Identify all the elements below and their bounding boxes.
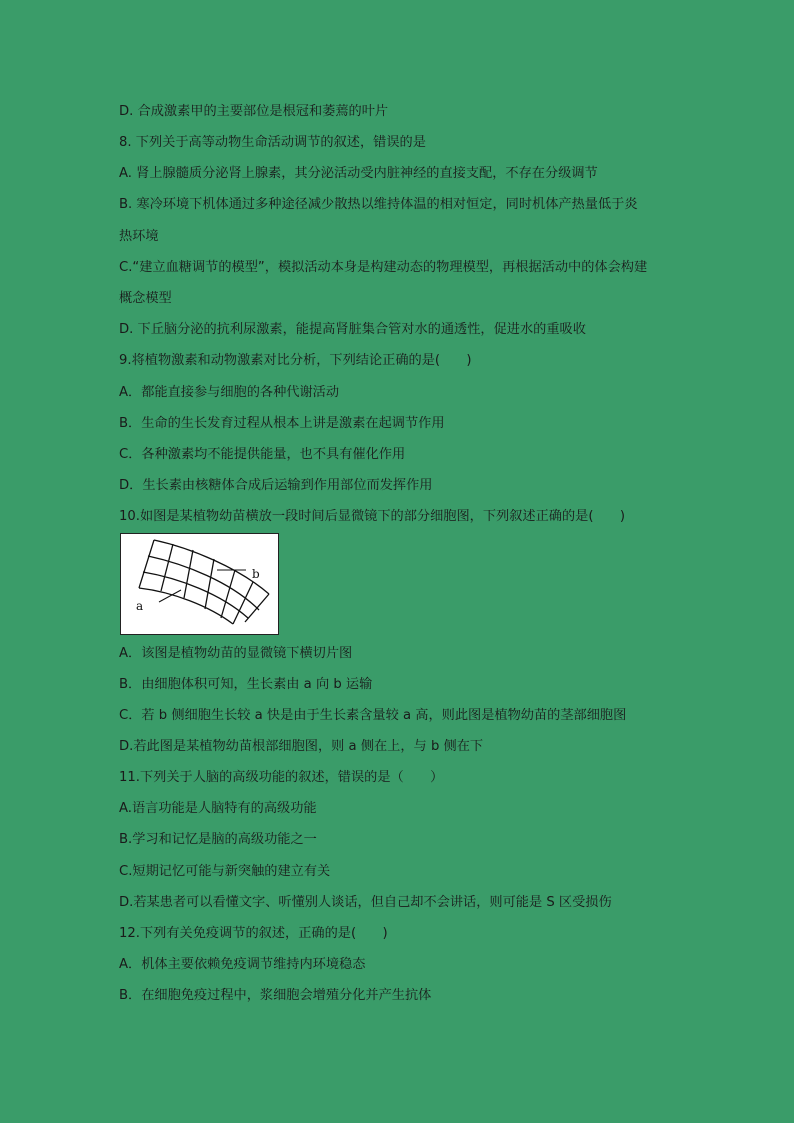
question-8-option-d: D. 下丘脑分泌的抗利尿激素，能提高肾脏集合管对水的通透性，促进水的重吸收: [119, 322, 586, 337]
question-9-option-a: A．都能直接参与细胞的各种代谢活动: [119, 385, 340, 400]
question-8-option-a: A. 肾上腺髓质分泌肾上腺素，其分泌活动受内脏神经的直接支配，不存在分级调节: [119, 166, 598, 181]
question-9-option-c: C．各种激素均不能提供能量，也不具有催化作用: [119, 447, 406, 462]
question-8-stem: 8. 下列关于高等动物生命活动调节的叙述，错误的是: [119, 135, 426, 150]
cell-diagram: [120, 533, 279, 635]
question-8-option-c: C.“建立血糖调节的模型”，模拟活动本身是构建动态的物理模型，再根据活动中的体会构建: [119, 260, 648, 275]
question-11-stem: 11.下列关于人脑的高级功能的叙述，错误的是（ ）: [119, 770, 444, 785]
question-9-option-d: D．生长素由核糖体合成后运输到作用部位而发挥作用: [119, 478, 433, 493]
question-11-option-d: D.若某患者可以看懂文字、听懂别人谈话，但自己却不会讲话，则可能是 S 区受损伤: [119, 895, 612, 910]
text-line: D. 合成激素甲的主要部位是根冠和萎蔫的叶片: [119, 104, 389, 119]
question-8-option-b: B. 寒冷环境下机体通过多种途径减少散热以维持体温的相对恒定，同时机体产热量低于炎: [119, 197, 638, 212]
question-8-option-c-cont: 概念模型: [119, 291, 172, 306]
label-b: b: [252, 567, 260, 581]
question-11-option-c: C.短期记忆可能与新突触的建立有关: [119, 864, 331, 879]
question-10-stem: 10.如图是某植物幼苗横放一段时间后显微镜下的部分细胞图，下列叙述正确的是( ): [119, 509, 626, 524]
question-11-option-b: B.学习和记忆是脑的高级功能之一: [119, 832, 317, 847]
question-10-option-c: C．若 b 侧细胞生长较 a 快是由于生长素含量较 a 高，则此图是植物幼苗的茎部细胞图: [119, 708, 627, 723]
question-12-option-a: A．机体主要依赖免疫调节维持内环境稳态: [119, 957, 366, 972]
question-12-stem: 12.下列有关免疫调节的叙述，正确的是( ): [119, 926, 388, 941]
question-9-option-b: B．生命的生长发育过程从根本上讲是激素在起调节作用: [119, 416, 445, 431]
question-10-option-a: A．该图是植物幼苗的显微镜下横切片图: [119, 646, 353, 661]
question-12-option-b: B．在细胞免疫过程中，浆细胞会增殖分化并产生抗体: [119, 988, 432, 1003]
question-10-option-d: D.若此图是某植物幼苗根部细胞图，则 a 侧在上，与 b 侧在下: [119, 739, 484, 754]
cell-grid-illustration: [121, 534, 278, 634]
question-8-option-b-cont: 热环境: [119, 229, 159, 244]
question-10-option-b: B．由细胞体积可知，生长素由 a 向 b 运输: [119, 677, 373, 692]
question-9-stem: 9.将植物激素和动物激素对比分析，下列结论正确的是( ): [119, 353, 472, 368]
question-11-option-a: A.语言功能是人脑特有的高级功能: [119, 801, 317, 816]
label-a: a: [136, 599, 144, 613]
